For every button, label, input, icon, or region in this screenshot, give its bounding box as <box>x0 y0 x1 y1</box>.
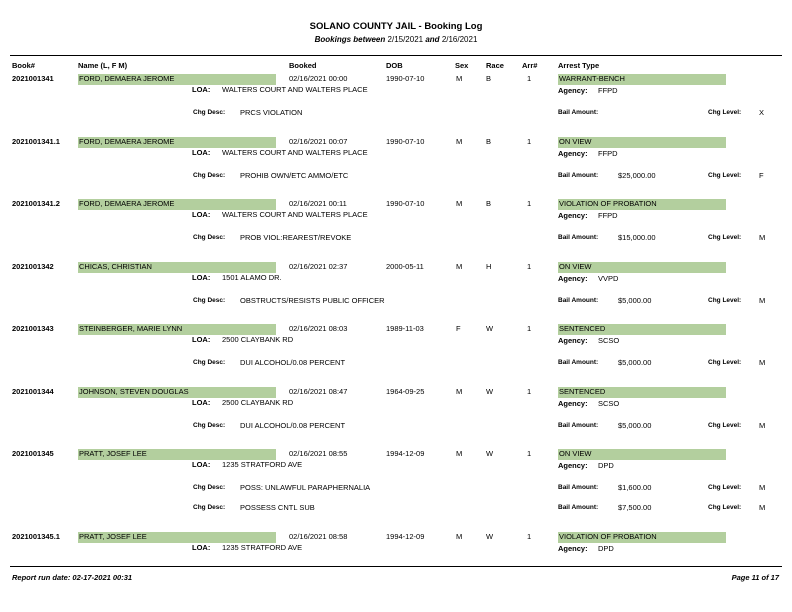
charge-desc-label: Chg Desc: <box>193 234 226 241</box>
inmate-name: FORD, DEMAERA JEROME <box>78 137 276 148</box>
book-number: 2021001345 <box>12 449 54 458</box>
date-of-birth: 1994-12-09 <box>386 449 425 458</box>
arrest-number: 1 <box>527 199 532 208</box>
loa-label: LOA: <box>192 85 211 94</box>
booked-datetime: 02/16/2021 08:03 <box>289 324 348 333</box>
sex-value: M <box>456 74 463 83</box>
arrest-number: 1 <box>527 74 532 83</box>
loa-label: LOA: <box>192 398 211 407</box>
loa-value: WALTERS COURT AND WALTERS PLACE <box>222 148 368 157</box>
race-value: H <box>486 262 492 271</box>
loa-value: WALTERS COURT AND WALTERS PLACE <box>222 85 368 94</box>
bail-amount: $15,000.00 <box>618 233 656 242</box>
agency-value: DPD <box>598 461 614 470</box>
charge-level-label: Chg Level: <box>708 109 742 116</box>
date-to: 2/16/2021 <box>441 35 478 44</box>
race-value: B <box>486 74 492 83</box>
arrest-type: VIOLATION OF PROBATION <box>558 532 726 543</box>
charge-level: M <box>759 358 766 367</box>
bail-amount-label: Bail Amount: <box>558 422 599 429</box>
arrest-type: SENTENCED <box>558 324 726 335</box>
bail-amount: $1,600.00 <box>618 483 652 492</box>
bail-amount: $7,500.00 <box>618 503 652 512</box>
col-sex: Sex <box>455 61 469 70</box>
arrest-type: SENTENCED <box>558 387 726 398</box>
sex-value: M <box>456 387 463 396</box>
report-subtitle <box>0 35 792 44</box>
booking-record <box>0 74 792 134</box>
bail-amount-label: Bail Amount: <box>558 359 599 366</box>
charge-desc: POSS: UNLAWFUL PARAPHERNALIA <box>240 483 371 492</box>
book-number: 2021001345.1 <box>12 532 60 541</box>
booking-record <box>0 262 792 322</box>
charge-level: M <box>759 483 766 492</box>
charge-level-label: Chg Level: <box>708 504 742 511</box>
charge-level-label: Chg Level: <box>708 234 742 241</box>
arrest-number: 1 <box>527 324 532 333</box>
loa-value: 2500 CLAYBANK RD <box>222 335 294 344</box>
charge-desc-label: Chg Desc: <box>193 297 226 304</box>
bail-amount-label: Bail Amount: <box>558 109 599 116</box>
agency-label: Agency: <box>558 461 588 470</box>
subtitle-and: and <box>425 35 440 44</box>
bail-amount-label: Bail Amount: <box>558 484 599 491</box>
charge-level: M <box>759 233 766 242</box>
arrest-type: ON VIEW <box>558 449 726 460</box>
booking-record <box>0 449 792 512</box>
booked-datetime: 02/16/2021 00:07 <box>289 137 348 146</box>
inmate-name: JOHNSON, STEVEN DOUGLAS <box>78 387 276 398</box>
agency-value: FFPD <box>598 211 618 220</box>
inmate-name: PRATT, JOSEF LEE <box>78 532 276 543</box>
charge-desc: DUI ALCOHOL/0.08 PERCENT <box>240 421 346 430</box>
loa-value: 1235 STRATFORD AVE <box>222 460 303 469</box>
race-value: B <box>486 199 492 208</box>
booking-record <box>0 532 792 592</box>
date-of-birth: 2000-05-11 <box>386 262 424 271</box>
agency-label: Agency: <box>558 274 588 283</box>
loa-label: LOA: <box>192 148 211 157</box>
bail-amount-label: Bail Amount: <box>558 234 599 241</box>
charge-desc-label: Chg Desc: <box>193 422 226 429</box>
agency-value: DPD <box>598 544 614 553</box>
arrest-type: ON VIEW <box>558 262 726 273</box>
sex-value: M <box>456 532 463 541</box>
agency-value: SCSO <box>598 399 620 408</box>
date-of-birth: 1994-12-09 <box>386 532 425 541</box>
arrest-number: 1 <box>527 387 532 396</box>
charge-desc: PROHIB OWN/ETC AMMO/ETC <box>240 171 349 180</box>
arrest-type: VIOLATION OF PROBATION <box>558 199 726 210</box>
charge-desc: DUI ALCOHOL/0.08 PERCENT <box>240 358 346 367</box>
report-run-date: Report run date: 02-17-2021 00:31 <box>12 573 133 582</box>
date-of-birth: 1990-07-10 <box>386 137 425 146</box>
inmate-name: STEINBERGER, MARIE LYNN <box>78 324 276 335</box>
charge-desc-label: Chg Desc: <box>193 484 226 491</box>
sex-value: F <box>456 324 461 333</box>
agency-value: SCSO <box>598 336 620 345</box>
subtitle-prefix: Bookings between <box>314 35 386 44</box>
booked-datetime: 02/16/2021 08:55 <box>289 449 348 458</box>
col-booked: Booked <box>289 61 317 70</box>
date-of-birth: 1989-11-03 <box>386 324 424 333</box>
sex-value: M <box>456 199 463 208</box>
col-arrest-type: Arrest Type <box>558 61 600 70</box>
charge-level: X <box>759 108 765 117</box>
agency-label: Agency: <box>558 149 588 158</box>
bail-amount: $25,000.00 <box>618 171 656 180</box>
report-title: SOLANO COUNTY JAIL - Booking Log <box>309 21 483 32</box>
book-number: 2021001342 <box>12 262 54 271</box>
booked-datetime: 02/16/2021 08:58 <box>289 532 348 541</box>
booked-datetime: 02/16/2021 02:37 <box>289 262 348 271</box>
bail-amount-label: Bail Amount: <box>558 297 599 304</box>
race-value: W <box>486 324 494 333</box>
charge-desc: OBSTRUCTS/RESISTS PUBLIC OFFICER <box>240 296 385 305</box>
agency-value: FFPD <box>598 149 618 158</box>
charge-level: M <box>759 296 766 305</box>
booking-record <box>0 137 792 197</box>
loa-value: 2500 CLAYBANK RD <box>222 398 294 407</box>
race-value: W <box>486 449 494 458</box>
inmate-name: CHICAS, CHRISTIAN <box>78 262 276 273</box>
arrest-number: 1 <box>527 449 532 458</box>
charge-desc-label: Chg Desc: <box>193 172 226 179</box>
col-race: Race <box>486 61 504 70</box>
arrest-type: ON VIEW <box>558 137 726 148</box>
arrest-number: 1 <box>527 262 532 271</box>
header-rule <box>10 55 782 56</box>
booked-datetime: 02/16/2021 08:47 <box>289 387 348 396</box>
loa-label: LOA: <box>192 210 211 219</box>
agency-label: Agency: <box>558 86 588 95</box>
bail-amount: $5,000.00 <box>618 421 652 430</box>
loa-value: WALTERS COURT AND WALTERS PLACE <box>222 210 368 219</box>
charge-desc-label: Chg Desc: <box>193 109 226 116</box>
book-number: 2021001344 <box>12 387 54 396</box>
book-number: 2021001343 <box>12 324 54 333</box>
page-number: Page 11 of 17 <box>731 573 779 582</box>
book-number: 2021001341.1 <box>12 137 60 146</box>
booking-record <box>0 199 792 259</box>
arrest-number: 1 <box>527 532 532 541</box>
loa-label: LOA: <box>192 273 211 282</box>
col-dob: DOB <box>386 61 403 70</box>
booking-record <box>0 387 792 447</box>
booked-datetime: 02/16/2021 00:00 <box>289 74 348 83</box>
loa-label: LOA: <box>192 460 211 469</box>
charge-desc: PROB VIOL:REAREST/REVOKE <box>240 233 352 242</box>
agency-label: Agency: <box>558 544 588 553</box>
charge-level: M <box>759 503 766 512</box>
arrest-type: WARRANT-BENCH <box>558 74 726 85</box>
footer-rule <box>10 566 782 567</box>
charge-level-label: Chg Level: <box>708 359 742 366</box>
inmate-name: PRATT, JOSEF LEE <box>78 449 276 460</box>
charge-level-label: Chg Level: <box>708 422 742 429</box>
agency-value: VVPD <box>598 274 619 283</box>
sex-value: M <box>456 137 463 146</box>
bail-amount-label: Bail Amount: <box>558 172 599 179</box>
charge-desc-label: Chg Desc: <box>193 504 226 511</box>
agency-label: Agency: <box>558 336 588 345</box>
sex-value: M <box>456 449 463 458</box>
bail-amount-label: Bail Amount: <box>558 504 599 511</box>
booking-record <box>0 324 792 384</box>
book-number: 2021001341 <box>12 74 54 83</box>
loa-value: 1235 STRATFORD AVE <box>222 543 303 552</box>
book-number: 2021001341.2 <box>12 199 60 208</box>
race-value: W <box>486 387 494 396</box>
race-value: W <box>486 532 494 541</box>
race-value: B <box>486 137 492 146</box>
date-of-birth: 1964-09-25 <box>386 387 425 396</box>
loa-label: LOA: <box>192 335 211 344</box>
loa-value: 1501 ALAMO DR. <box>222 273 282 282</box>
charge-desc: POSSESS CNTL SUB <box>240 503 315 512</box>
charge-level: F <box>759 171 764 180</box>
col-arr: Arr# <box>522 61 538 70</box>
date-of-birth: 1990-07-10 <box>386 74 425 83</box>
bail-amount: $5,000.00 <box>618 358 652 367</box>
col-book: Book# <box>12 61 35 70</box>
agency-label: Agency: <box>558 399 588 408</box>
agency-value: FFPD <box>598 86 618 95</box>
agency-label: Agency: <box>558 211 588 220</box>
charge-level-label: Chg Level: <box>708 297 742 304</box>
inmate-name: FORD, DEMAERA JEROME <box>78 199 276 210</box>
charge-desc-label: Chg Desc: <box>193 359 226 366</box>
charge-desc: PRCS VIOLATION <box>240 108 303 117</box>
inmate-name: FORD, DEMAERA JEROME <box>78 74 276 85</box>
charge-level-label: Chg Level: <box>708 172 742 179</box>
date-from: 2/15/2021 <box>387 35 424 44</box>
booked-datetime: 02/16/2021 00:11 <box>289 199 347 208</box>
date-of-birth: 1990-07-10 <box>386 199 425 208</box>
charge-level-label: Chg Level: <box>708 484 742 491</box>
loa-label: LOA: <box>192 543 211 552</box>
arrest-number: 1 <box>527 137 532 146</box>
charge-level: M <box>759 421 766 430</box>
sex-value: M <box>456 262 463 271</box>
bail-amount: $5,000.00 <box>618 296 652 305</box>
col-name: Name (L, F M) <box>78 61 128 70</box>
